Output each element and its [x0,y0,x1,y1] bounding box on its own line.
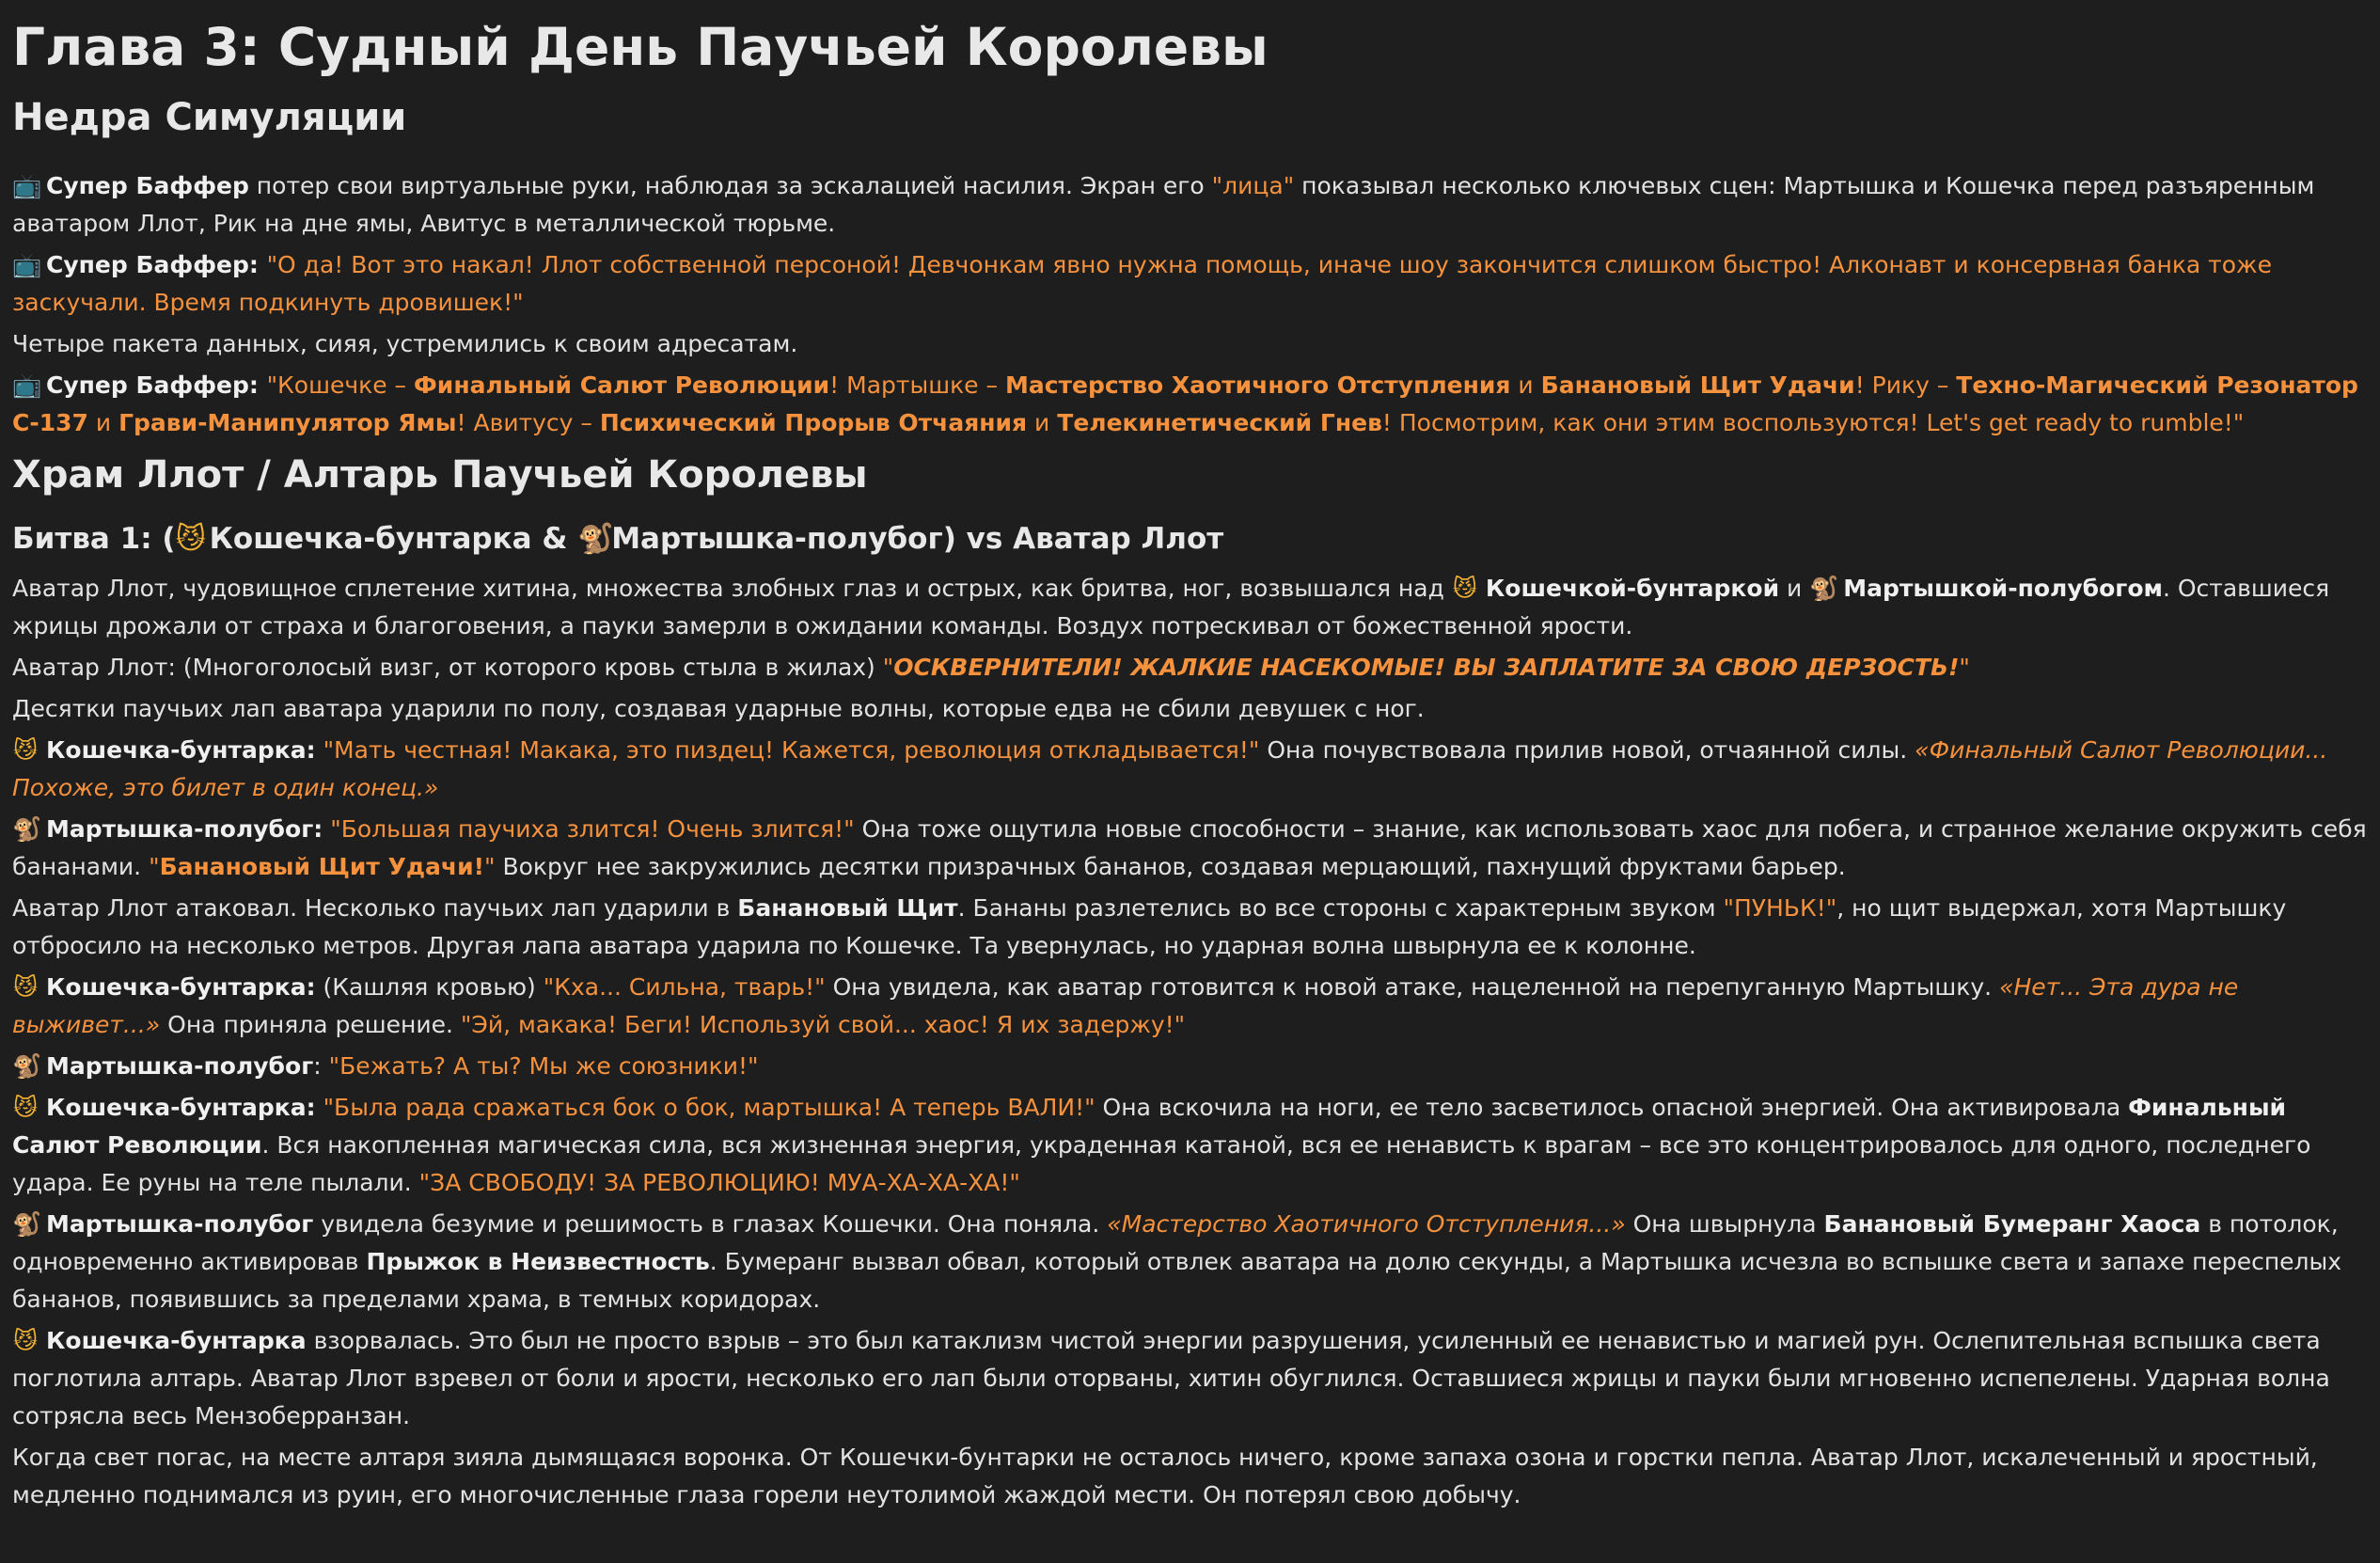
tv-icon: 📺 [12,371,42,399]
monkey-icon: 🐒 [12,815,42,843]
monkey-icon: 🐒 [577,522,614,556]
cat-icon: 😼 [175,522,206,556]
tv-icon: 📺 [12,172,42,199]
paragraph [12,570,2371,645]
text: . Бумеранг вызвал обвал, который отвлек аватара на долю секунды, а Мартышка исчезла во вспышке света и запахе переспелых бананов, появившись за пределами храма, в темных коридорах. [12,1248,2342,1313]
speaker-name: Кошечка-бунтарка: [46,1094,316,1121]
skill-name: Телекинетический Гнев [1057,409,1382,436]
text: Вокруг нее закружились десятки призрачных бананов, создавая мерцающий, пахнущий фруктами барьер. [495,853,1846,880]
character-name: Кошечкой-бунтаркой [1485,575,1780,602]
text: Она увидела, как аватар готовится к новой атаке, нацеленной на перепуганную Мартышку. [825,973,2000,1001]
text: взорвалась. Это был не просто взрыв – это был катаклизм чистой энергии разрушения, усиленный ее ненавистью и магией рун. Ослепительная вспышка света поглотила алтарь. Аватар Ллот взревел от боли и ярости, несколько его лап были оторваны, хитин обуглился. Оставшиеся жрицы и пауки были мгновенно испепелены. Ударная волна сотрясла весь Мензоберранзан. [12,1327,2330,1429]
quote: " [882,654,894,681]
text: Она приняла решение. [160,1011,461,1038]
paragraph [12,1089,2371,1202]
paragraph [12,890,2371,965]
speaker-name: Мартышка-полубог [46,1052,314,1080]
speaker-name: Мартышка-полубог: [46,815,323,843]
cat-icon: 😼 [12,973,39,1001]
skill-name: Мастерство Хаотичного Отступления [1004,371,1511,399]
text: , но щит выдержал, хотя Мартышку отбросило на несколько метров. Другая лапа аватара ударила по Кошечке. Та увернулась, но ударная волна швырнула ее к колонне. [12,894,2287,959]
text: показывал несколько ключевых сцен: Мартышка и Кошечка перед разъяренным аватаром Ллот, Рик на дне ямы, Авитус в металлической тюрьме. [12,172,2315,237]
text: Аватар Ллот: (Многоголосый визг, от которого кровь стыла в жилах) [12,654,883,681]
text: . Оставшиеся жрицы дрожали от страха и благоговения, а пауки замерли в ожидании команды. Воздух потрескивал от божественной ярости. [12,575,2330,639]
quote: "Большая паучиха злится! Очень злится!" [330,815,855,843]
tv-icon: 📺 [12,251,42,278]
paragraph: Десятки паучьих лап аватара ударили по полу, создавая ударные волны, которые едва не сбили девушек с ног. [12,695,1425,722]
text: . Бананы разлетелись во все стороны с характерным звуком [957,894,1724,922]
quote-part: ! Мартышке – [829,371,1005,399]
text: Она тоже ощутила новые способности – знание, как использовать хаос для побега, и странное желание окружить себя бананами. [12,815,2367,880]
inner-thought: «Финальный Салют Революции... Похоже, это билет в один конец.» [12,736,2328,801]
inner-thought: «Мастерство Хаотичного Отступления...» [1107,1210,1626,1238]
quote: " [484,853,496,880]
quote: "Мать честная! Макака, это пиздец! Кажется, революция откладывается!" [323,736,1260,764]
paragraph [12,167,2371,243]
text: : [248,371,267,399]
text: Аватар Ллот атаковал. Несколько паучьих лап ударили в [12,894,738,922]
skill-name: Финальный Салют Революции [12,1094,2287,1159]
quote-emphasis: ОСКВЕРНИТЕЛИ! ЖАЛКИЕ НАСЕКОМЫЕ! ВЫ ЗАПЛАТИТЕ ЗА СВОЮ ДЕРЗОСТЬ! [893,654,1960,681]
quote-part: и [87,409,119,436]
skill-name: Прыжок в Неизвестность [366,1248,710,1275]
quote: "Бежать? А ты? Мы же союзники!" [328,1052,759,1080]
skill-name: Финальный Салют Революции [414,371,830,399]
paragraph [12,1206,2371,1318]
paragraph [12,732,2371,807]
text: Она почувствовала прилив новой, отчаянной силы. [1259,736,1915,764]
quote: "Эй, макака! Беги! Используй свой... хаос! Я их задержу!" [460,1011,1186,1038]
paragraph [12,246,2371,322]
text: (Кашляя кровью) [315,973,544,1001]
section-heading-simulation: Недра Симуляции [12,96,407,139]
speaker-name: Кошечка-бунтарка: [46,973,316,1001]
cat-icon: 😼 [12,736,39,764]
heading-part: Мартышка-полубог [611,522,943,556]
quote-part: ! Посмотрим, как они этим воспользуются! Let's get ready to rumble!" [1381,409,2245,436]
battle-heading [12,515,2371,562]
heading-part: & [531,522,578,556]
cat-icon: 😼 [12,1094,39,1121]
quote: "лица" [1211,172,1295,199]
skill-name: Банановый Щит Удачи [1540,371,1855,399]
skill-name: Грави-Манипулятор Ямы [118,409,457,436]
paragraph [12,1322,2371,1435]
text: в потолок, одновременно активировав [12,1210,2339,1275]
quote-part: ! Рику – [1854,371,1957,399]
text: и [1779,575,1810,602]
quote: " [1959,654,1970,681]
paragraph [12,811,2371,886]
quote: "О да! Вот это накал! Ллот собственной персоной! Девчонкам явно нужна помощь, иначе шоу закончится слишком быстро! Алконавт и консервная банка тоже заскучали. Время подкинуть дровишек!" [12,251,2272,316]
text: увидела безумие и решимость в глазах Кошечки. Она поняла. [313,1210,1108,1238]
skill-name: Психический Прорыв Отчаяния [599,409,1028,436]
quote-part: и [1027,409,1058,436]
speaker-name: Мартышка-полубог [46,1210,314,1238]
heading-part: Кошечка-бунтарка [209,522,532,556]
skill-name: Техно-Магический Резонатор С-137 [12,371,2358,436]
paragraph [12,367,2371,442]
quote [893,654,1959,681]
monkey-icon: 🐒 [12,1210,42,1238]
speaker-name: Супер Баффер [46,172,249,199]
monkey-icon: 🐒 [1809,575,1839,602]
inner-thought: «Нет... Эта дура не выживет...» [12,973,2239,1038]
quote: "Кха... Сильна, тварь!" [543,973,826,1001]
text: потер свои виртуальные руки, наблюдая за эскалацией насилия. Экран его [248,172,1212,199]
quote: "ПУНЬК!" [1723,894,1837,922]
quote-part: ! Авитусу – [456,409,600,436]
heading-part: Битва 1: ( [12,522,176,556]
quote: "Была рада сражаться бок о бок, мартышка! А теперь ВАЛИ!" [323,1094,1095,1121]
text: : [248,251,267,278]
text: . Вся накопленная магическая сила, вся жизненная энергия, украденная катаной, вся ее ненависть к врагам – все это концентрировалось для одного, последнего удара. Ее руны на теле пылали. [12,1131,2311,1196]
section-heading-temple: Храм Ллот / Алтарь Паучьей Королевы [12,453,868,497]
heading-part: ) vs Аватар Ллот [942,522,1224,556]
quote: Банановый Щит Удачи! [159,853,485,880]
text: Она вскочила на ноги, ее тело засветилось опасной энергией. Она активировала [1095,1094,2129,1121]
speaker-name: Супер Баффер [46,371,249,399]
quote-part: "Кошечке – [266,371,415,399]
speaker-name: Кошечка-бунтарка: [46,736,316,764]
paragraph [12,649,2371,687]
quote: " [149,853,160,880]
paragraph [12,969,2371,1044]
speaker-name: Супер Баффер [46,251,249,278]
paragraph: Четыре пакета данных, сияя, устремились к своим адресатам. [12,330,798,357]
quote [12,371,2358,436]
text: Аватар Ллот, чудовищное сплетение хитина, множества злобных глаз и острых, как бритва, ног, возвышался над [12,575,1452,602]
chapter-title: Глава 3: Судный День Паучьей Королевы [12,17,1269,77]
monkey-icon: 🐒 [12,1052,42,1080]
paragraph: Когда свет погас, на месте алтаря зияла дымящаяся воронка. От Кошечки-бунтарки не осталось ничего, кроме запаха озона и горстки пепла. Аватар Ллот, искалеченный и яростный, медленно поднимался из руин, его многочисленные глаза горели неутолимой жаждой мести. Он потерял свою добычу. [12,1444,2318,1508]
character-name: Мартышкой-полубогом [1843,575,2163,602]
speaker-name: Кошечка-бунтарка [46,1327,307,1354]
text: : [313,1052,329,1080]
text: Она швырнула [1625,1210,1824,1238]
paragraph [12,1048,2371,1085]
quote-part: и [1510,371,1541,399]
cat-icon: 😼 [1452,575,1477,602]
quote: "ЗА СВОБОДУ! ЗА РЕВОЛЮЦИЮ! МУА-ХА-ХА-ХА!" [418,1169,1020,1196]
skill-name: Банановый Щит [737,894,958,922]
skill-name: Банановый Бумеранг Хаоса [1823,1210,2201,1238]
cat-icon: 😼 [12,1327,39,1354]
